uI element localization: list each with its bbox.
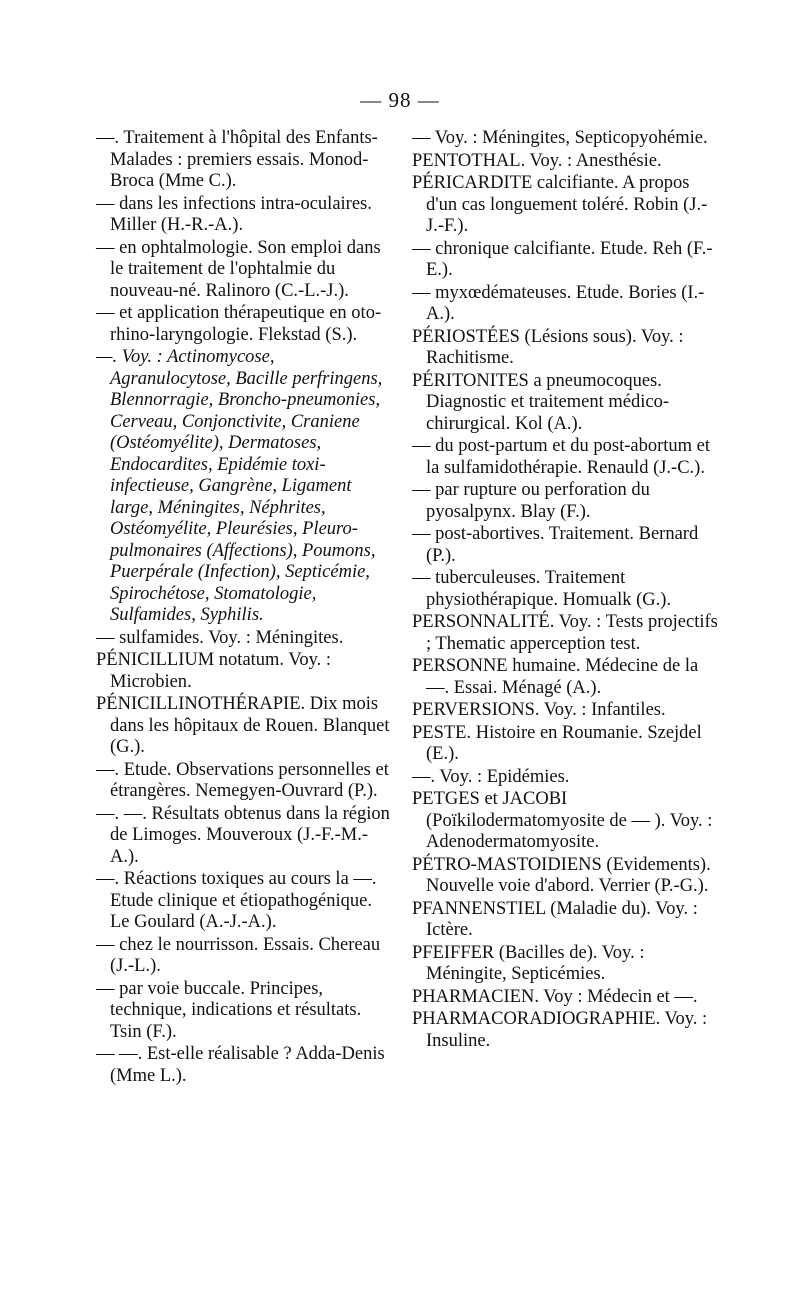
index-entry: — Voy. : Méningites, Septicopyohémie.: [412, 128, 708, 148]
index-entry: — chronique calcifiante. Etude. Reh (F.-E.).: [412, 238, 713, 280]
index-entry: PERSONNALITÉ. Voy. : Tests projectifs ; Thematic apperception test.: [412, 612, 718, 654]
index-entry: — et application thérapeutique en oto-rhino-laryngologie. Flekstad (S.).: [96, 303, 382, 345]
index-entry: —. Etude. Observations personnelles et étrangères. Nemegyen-Ouvrard (P.).: [96, 759, 389, 801]
index-entry: PÉNICILLIUM notatum. Voy. : Microbien.: [96, 650, 332, 692]
index-entry: — dans les infections intra-oculaires. Miller (H.-R.-A.).: [96, 193, 372, 235]
index-entry: PÉTRO-MASTOIDIENS (Evidements). Nouvelle voie d'abord. Verrier (P.-G.).: [412, 854, 711, 896]
index-entry: — du post-partum et du post-abortum et la sulfamidothérapie. Renauld (J.-C.).: [412, 436, 711, 478]
index-entry: — myxœdémateuses. Etude. Bories (I.-A.).: [412, 282, 705, 324]
index-entry: PHARMACIEN. Voy : Médecin et —.: [412, 986, 698, 1007]
index-entry: —. Réactions toxiques au cours la —. Etude clinique et étiopathogénique. Le Goulard (A.-J.-A.).: [96, 869, 377, 932]
index-entry: — par voie buccale. Principes, technique, indications et résultats. Tsin (F.).: [96, 978, 362, 1042]
index-entry: —. Voy. : Actinomycose, Agranulocytose, Bacille perfringens, Blennorragie, Broncho-pneumonies, Cerveau, Conjonctivite, Craniene (Ostéomyélite), Dermatoses, Endocardites, Epidémie toxi-infectieuse, Gangrène, Ligament large, Méningites, Néphrites, Ostéomyélite, Pleurésies, Pleuro-pulmonaires (Affections), Poumons, Puerpérale (Infection), Septicémie, Spirochétose, Stomatologie, Sulfamides, Syphilis.: [96, 347, 383, 625]
index-entry: PFEIFFER (Bacilles de). Voy. : Méningite, Septicémies.: [412, 942, 645, 984]
index-entry: PERVERSIONS. Voy. : Infantiles.: [412, 700, 666, 720]
index-entry: — —. Est-elle réalisable ? Adda-Denis (Mme L.).: [96, 1044, 385, 1086]
index-entry: — chez le nourrisson. Essais. Chereau (J.-L.).: [96, 934, 381, 976]
index-entry: PERSONNE humaine. Médecine de la —. Essai. Ménagé (A.).: [412, 656, 699, 698]
index-entry: PENTOTHAL. Voy. : Anesthésie.: [412, 150, 662, 171]
left-column: [96, 128, 392, 1088]
index-entry: PÉRIOSTÉES (Lésions sous). Voy. : Rachitisme.: [412, 326, 684, 368]
index-entry: — sulfamides. Voy. : Méningites.: [96, 627, 344, 648]
index-entry: —. Voy. : Epidémies.: [412, 766, 570, 787]
index-entry: PÉNICILLINOTHÉRAPIE. Dix mois dans les hôpitaux de Rouen. Blanquet (G.).: [96, 694, 390, 757]
index-entry: — en ophtalmologie. Son emploi dans le traitement de l'ophtalmie du nouveau-né. Ralinoro (C.-L.-J.).: [96, 237, 381, 301]
index-entry: —. —. Résultats obtenus dans la région de Limoges. Mouveroux (J.-F.-M.-A.).: [96, 803, 390, 867]
index-entry: —. Traitement à l'hôpital des Enfants-Malades : premiers essais. Monod-Broca (Mme C.).: [96, 128, 378, 191]
index-entry: PESTE. Histoire en Roumanie. Szejdel (E.).: [412, 722, 702, 764]
index-entry: — post-abortives. Traitement. Bernard (P.).: [412, 524, 699, 566]
index-entry: — par rupture ou perforation du pyosalpynx. Blay (F.).: [412, 480, 650, 522]
index-entry: PFANNENSTIEL (Maladie du). Voy. : Ictère.: [412, 898, 698, 940]
page-number: — 98 —: [360, 88, 440, 112]
index-entry: PETGES et JACOBI (Poïkilodermatomyosite de — ). Voy. : Adenodermatomyosite.: [412, 789, 713, 852]
index-entry: PHARMACORADIOGRAPHIE. Voy. : Insuline.: [412, 1009, 708, 1051]
right-column: [412, 128, 718, 1053]
index-entry: PÉRICARDITE calcifiante. A propos d'un cas longuement toléré. Robin (J.-J.-F.).: [412, 173, 708, 236]
index-entry: — tuberculeuses. Traitement physiothérapique. Homualk (G.).: [412, 568, 672, 610]
index-entry: PÉRITONITES a pneumocoques. Diagnostic et traitement médico-chirurgical. Kol (A.).: [412, 370, 669, 434]
